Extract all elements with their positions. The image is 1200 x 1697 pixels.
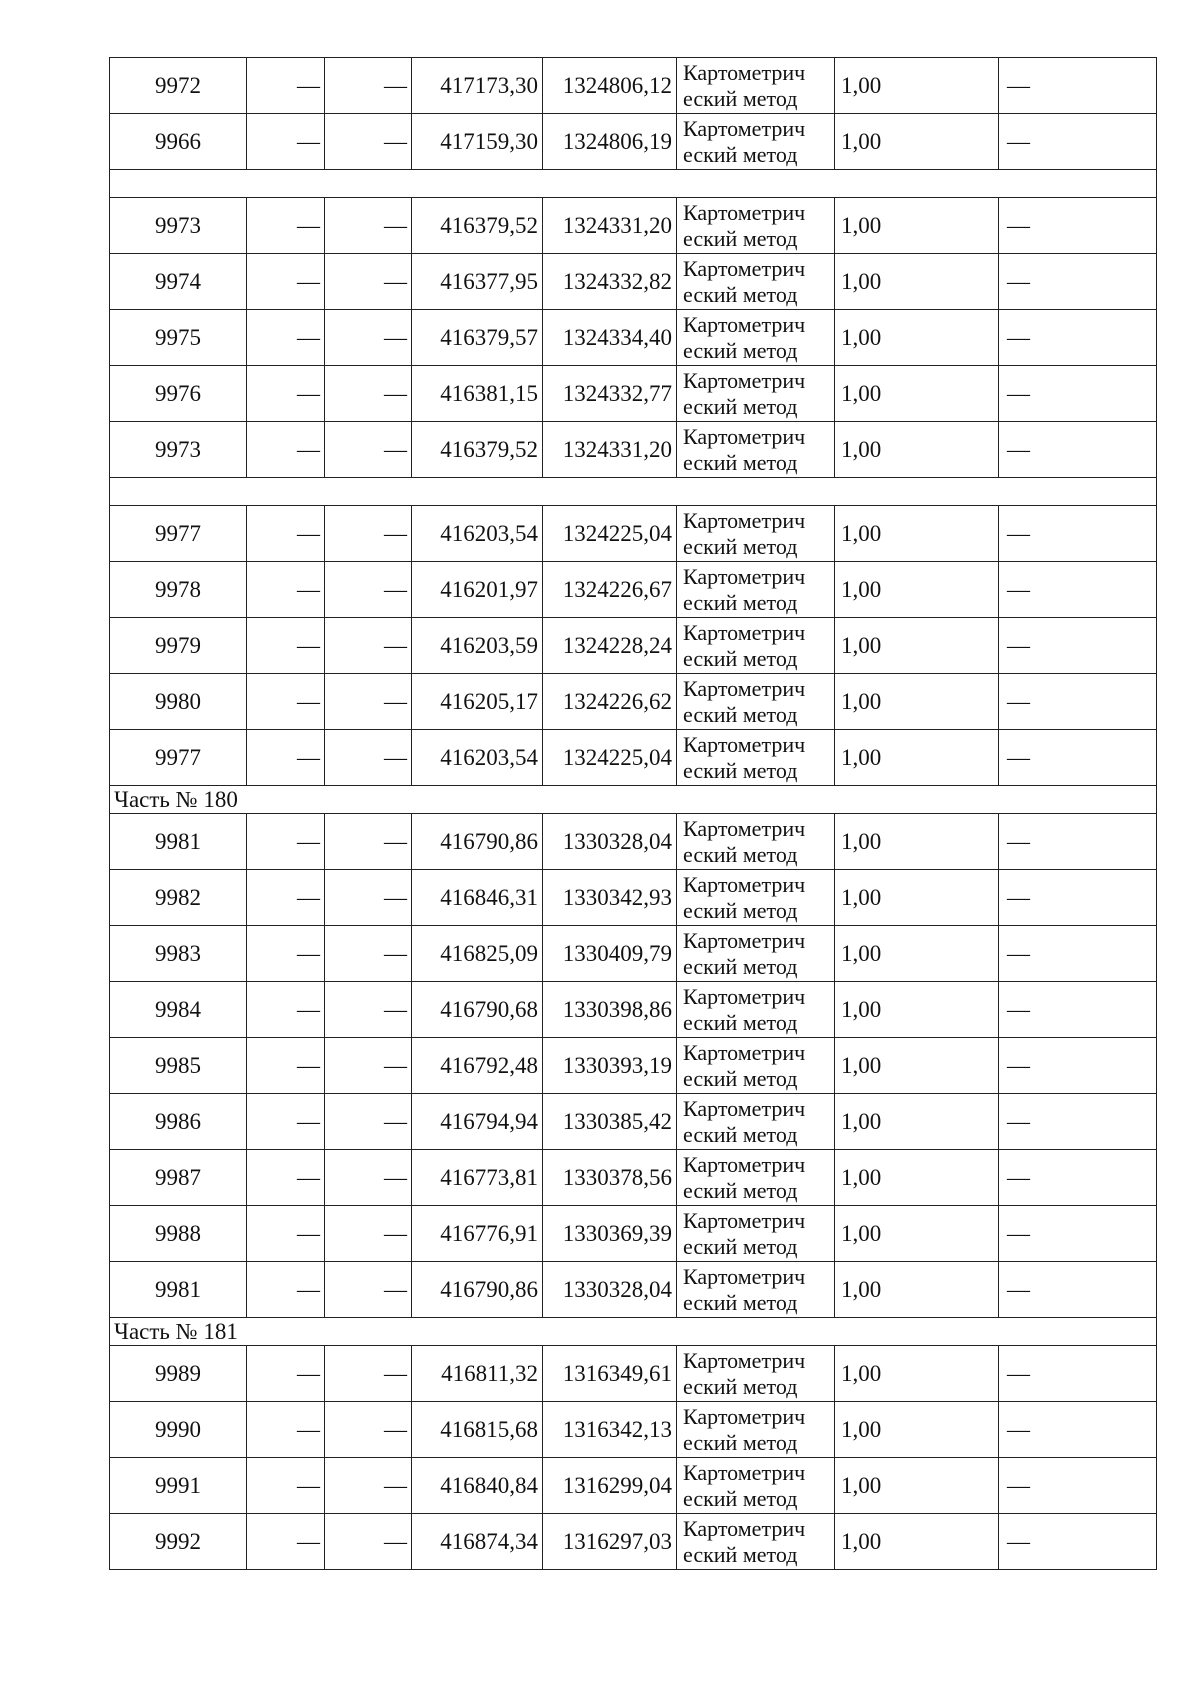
method-text-line1: Картометрич (683, 312, 806, 338)
part-heading-row (110, 1318, 1157, 1346)
point-number: 9991 (110, 1458, 247, 1514)
table-row (110, 926, 1157, 982)
empty-value: — (247, 366, 325, 422)
method-text-line1: Картометрич (683, 872, 806, 898)
empty-value: — (325, 198, 412, 254)
point-number: 9990 (110, 1402, 247, 1458)
table-row (110, 870, 1157, 926)
accuracy-value: 1,00 (835, 422, 999, 478)
point-number: 9973 (110, 422, 247, 478)
empty-value: — (247, 730, 325, 786)
empty-value: — (247, 58, 325, 114)
accuracy-value: 1,00 (835, 562, 999, 618)
coordinate-y: 1330409,79 (543, 926, 677, 982)
table-row (110, 310, 1157, 366)
method-text-line1: Картометрич (683, 676, 806, 702)
coordinate-x: 417159,30 (412, 114, 543, 170)
method-text-line2: еский метод (683, 393, 798, 419)
point-number: 9973 (110, 198, 247, 254)
accuracy-value: 1,00 (835, 618, 999, 674)
accuracy-value: 1,00 (835, 254, 999, 310)
coordinate-x: 416840,84 (412, 1458, 543, 1514)
coordinate-x: 416825,09 (412, 926, 543, 982)
method-cell (677, 1206, 835, 1262)
method-text-line1: Картометрич (683, 1096, 806, 1122)
coordinate-x: 416790,86 (412, 1262, 543, 1318)
empty-value: — (325, 506, 412, 562)
point-number: 9981 (110, 814, 247, 870)
point-number: 9976 (110, 366, 247, 422)
coordinate-x: 416815,68 (412, 1402, 543, 1458)
method-cell (677, 58, 835, 114)
coordinate-x: 416203,54 (412, 506, 543, 562)
method-text-line1: Картометрич (683, 564, 806, 590)
table-row (110, 506, 1157, 562)
coordinate-y: 1324228,24 (543, 618, 677, 674)
description-value: — (999, 1038, 1157, 1094)
coordinate-x: 416790,86 (412, 814, 543, 870)
method-text-line2: еский метод (683, 449, 798, 475)
point-number: 9975 (110, 310, 247, 366)
description-value: — (999, 1206, 1157, 1262)
accuracy-value: 1,00 (835, 982, 999, 1038)
table-row (110, 814, 1157, 870)
coordinate-y: 1324226,67 (543, 562, 677, 618)
description-value: — (999, 730, 1157, 786)
empty-value: — (247, 1150, 325, 1206)
table-row (110, 422, 1157, 478)
coordinate-x: 416846,31 (412, 870, 543, 926)
coordinate-x: 416379,52 (412, 198, 543, 254)
accuracy-value: 1,00 (835, 58, 999, 114)
method-text-line2: еский метод (683, 281, 798, 307)
empty-value: — (325, 730, 412, 786)
accuracy-value: 1,00 (835, 310, 999, 366)
part-heading-row (110, 786, 1157, 814)
empty-value: — (247, 1458, 325, 1514)
method-text-line2: еский метод (683, 701, 798, 727)
coordinate-y: 1324806,12 (543, 58, 677, 114)
accuracy-value: 1,00 (835, 730, 999, 786)
method-cell (677, 1094, 835, 1150)
method-text-line2: еский метод (683, 1541, 798, 1567)
method-text-line2: еский метод (683, 1177, 798, 1203)
coordinate-x: 416377,95 (412, 254, 543, 310)
method-text-line2: еский метод (683, 589, 798, 615)
table-row (110, 58, 1157, 114)
method-text-line2: еский метод (683, 897, 798, 923)
description-value: — (999, 506, 1157, 562)
coordinate-y: 1324334,40 (543, 310, 677, 366)
separator-cell (110, 170, 1157, 198)
coordinates-table-body (110, 58, 1157, 1570)
empty-value: — (325, 1458, 412, 1514)
method-text-line2: еский метод (683, 1373, 798, 1399)
method-text-line1: Картометрич (683, 816, 806, 842)
empty-value: — (247, 562, 325, 618)
point-number: 9979 (110, 618, 247, 674)
method-cell (677, 1346, 835, 1402)
method-cell (677, 1458, 835, 1514)
point-number: 9983 (110, 926, 247, 982)
table-row (110, 730, 1157, 786)
separator-cell (110, 478, 1157, 506)
method-text-line1: Картометрич (683, 368, 806, 394)
method-text-line1: Картометрич (683, 424, 806, 450)
coordinate-x: 416811,32 (412, 1346, 543, 1402)
accuracy-value: 1,00 (835, 814, 999, 870)
empty-value: — (247, 1346, 325, 1402)
method-cell (677, 982, 835, 1038)
method-text-line2: еский метод (683, 1429, 798, 1455)
description-value: — (999, 114, 1157, 170)
coordinate-y: 1324332,82 (543, 254, 677, 310)
coordinate-x: 416201,97 (412, 562, 543, 618)
coordinate-x: 417173,30 (412, 58, 543, 114)
table-row (110, 1346, 1157, 1402)
empty-value: — (325, 422, 412, 478)
empty-value: — (325, 254, 412, 310)
accuracy-value: 1,00 (835, 1514, 999, 1570)
method-text-line1: Картометрич (683, 620, 806, 646)
table-row (110, 254, 1157, 310)
description-value: — (999, 562, 1157, 618)
method-text-line2: еский метод (683, 841, 798, 867)
accuracy-value: 1,00 (835, 114, 999, 170)
part-heading: Часть № 180 (110, 786, 1157, 814)
accuracy-value: 1,00 (835, 198, 999, 254)
method-text-line1: Картометрич (683, 1404, 806, 1430)
accuracy-value: 1,00 (835, 1094, 999, 1150)
method-text-line1: Картометрич (683, 1208, 806, 1234)
method-text-line2: еский метод (683, 85, 798, 111)
empty-value: — (325, 1206, 412, 1262)
empty-value: — (325, 1262, 412, 1318)
description-value: — (999, 254, 1157, 310)
table-row (110, 1402, 1157, 1458)
empty-value: — (247, 114, 325, 170)
coordinate-y: 1330385,42 (543, 1094, 677, 1150)
empty-value: — (247, 1514, 325, 1570)
part-heading: Часть № 181 (110, 1318, 1157, 1346)
description-value: — (999, 310, 1157, 366)
description-value: — (999, 618, 1157, 674)
table-row (110, 198, 1157, 254)
accuracy-value: 1,00 (835, 366, 999, 422)
table-row (110, 1262, 1157, 1318)
coordinate-x: 416794,94 (412, 1094, 543, 1150)
separator-row (110, 170, 1157, 198)
coordinate-x: 416205,17 (412, 674, 543, 730)
separator-row (110, 478, 1157, 506)
empty-value: — (247, 814, 325, 870)
method-text-line1: Картометрич (683, 1460, 806, 1486)
empty-value: — (247, 198, 325, 254)
table-row (110, 114, 1157, 170)
method-text-line1: Картометрич (683, 1264, 806, 1290)
method-cell (677, 870, 835, 926)
coordinate-x: 416203,59 (412, 618, 543, 674)
coordinate-y: 1330378,56 (543, 1150, 677, 1206)
description-value: — (999, 1150, 1157, 1206)
description-value: — (999, 422, 1157, 478)
empty-value: — (247, 1262, 325, 1318)
method-text-line1: Картометрич (683, 60, 806, 86)
method-text-line1: Картометрич (683, 116, 806, 142)
accuracy-value: 1,00 (835, 1038, 999, 1094)
description-value: — (999, 1346, 1157, 1402)
accuracy-value: 1,00 (835, 1262, 999, 1318)
empty-value: — (247, 618, 325, 674)
method-cell (677, 1514, 835, 1570)
method-text-line2: еский метод (683, 1121, 798, 1147)
table-row (110, 1094, 1157, 1150)
description-value: — (999, 674, 1157, 730)
accuracy-value: 1,00 (835, 1206, 999, 1262)
description-value: — (999, 366, 1157, 422)
empty-value: — (247, 1206, 325, 1262)
coordinate-x: 416379,57 (412, 310, 543, 366)
empty-value: — (325, 562, 412, 618)
empty-value: — (325, 114, 412, 170)
accuracy-value: 1,00 (835, 1150, 999, 1206)
empty-value: — (247, 310, 325, 366)
empty-value: — (325, 1514, 412, 1570)
coordinate-y: 1330393,19 (543, 1038, 677, 1094)
empty-value: — (247, 422, 325, 478)
method-text-line1: Картометрич (683, 1516, 806, 1542)
coordinate-y: 1330342,93 (543, 870, 677, 926)
empty-value: — (247, 1094, 325, 1150)
table-row (110, 1514, 1157, 1570)
method-cell (677, 1262, 835, 1318)
point-number: 9986 (110, 1094, 247, 1150)
coordinate-y: 1330398,86 (543, 982, 677, 1038)
method-cell (677, 310, 835, 366)
empty-value: — (247, 1402, 325, 1458)
empty-value: — (325, 1346, 412, 1402)
coordinate-y: 1324332,77 (543, 366, 677, 422)
coordinate-x: 416792,48 (412, 1038, 543, 1094)
method-text-line1: Картометрич (683, 200, 806, 226)
coordinate-y: 1324225,04 (543, 730, 677, 786)
table-row (110, 1206, 1157, 1262)
method-text-line1: Картометрич (683, 256, 806, 282)
empty-value: — (325, 870, 412, 926)
empty-value: — (247, 982, 325, 1038)
table-row (110, 1038, 1157, 1094)
accuracy-value: 1,00 (835, 870, 999, 926)
description-value: — (999, 58, 1157, 114)
method-cell (677, 674, 835, 730)
method-text-line2: еский метод (683, 645, 798, 671)
method-cell (677, 114, 835, 170)
method-cell (677, 926, 835, 982)
method-cell (677, 1150, 835, 1206)
coordinate-x: 416776,91 (412, 1206, 543, 1262)
coordinate-y: 1324331,20 (543, 422, 677, 478)
point-number: 9977 (110, 506, 247, 562)
description-value: — (999, 1262, 1157, 1318)
method-cell (677, 506, 835, 562)
method-cell (677, 1038, 835, 1094)
empty-value: — (247, 870, 325, 926)
method-text-line2: еский метод (683, 1289, 798, 1315)
coordinate-y: 1316297,03 (543, 1514, 677, 1570)
method-text-line1: Картометрич (683, 508, 806, 534)
description-value: — (999, 1514, 1157, 1570)
method-text-line2: еский метод (683, 953, 798, 979)
coordinate-x: 416773,81 (412, 1150, 543, 1206)
coordinate-y: 1316299,04 (543, 1458, 677, 1514)
empty-value: — (325, 618, 412, 674)
coordinate-y: 1324331,20 (543, 198, 677, 254)
method-text-line2: еский метод (683, 337, 798, 363)
coordinate-y: 1324806,19 (543, 114, 677, 170)
coordinate-x: 416379,52 (412, 422, 543, 478)
coordinate-x: 416381,15 (412, 366, 543, 422)
point-number: 9980 (110, 674, 247, 730)
empty-value: — (247, 674, 325, 730)
empty-value: — (325, 982, 412, 1038)
coordinate-x: 416874,34 (412, 1514, 543, 1570)
empty-value: — (325, 926, 412, 982)
method-text-line2: еский метод (683, 1009, 798, 1035)
empty-value: — (247, 1038, 325, 1094)
empty-value: — (325, 1094, 412, 1150)
method-cell (677, 254, 835, 310)
empty-value: — (247, 926, 325, 982)
table-row (110, 562, 1157, 618)
empty-value: — (325, 1150, 412, 1206)
method-text-line1: Картометрич (683, 1040, 806, 1066)
empty-value: — (325, 310, 412, 366)
coordinate-y: 1316342,13 (543, 1402, 677, 1458)
coordinate-x: 416203,54 (412, 730, 543, 786)
coordinate-y: 1330328,04 (543, 1262, 677, 1318)
point-number: 9966 (110, 114, 247, 170)
point-number: 9988 (110, 1206, 247, 1262)
method-text-line1: Картометрич (683, 984, 806, 1010)
description-value: — (999, 926, 1157, 982)
coordinate-y: 1330369,39 (543, 1206, 677, 1262)
coordinate-x: 416790,68 (412, 982, 543, 1038)
method-text-line2: еский метод (683, 757, 798, 783)
coordinate-y: 1316349,61 (543, 1346, 677, 1402)
method-text-line1: Картометрич (683, 928, 806, 954)
description-value: — (999, 1458, 1157, 1514)
method-text-line2: еский метод (683, 533, 798, 559)
method-text-line2: еский метод (683, 141, 798, 167)
empty-value: — (325, 58, 412, 114)
point-number: 9992 (110, 1514, 247, 1570)
accuracy-value: 1,00 (835, 674, 999, 730)
empty-value: — (325, 674, 412, 730)
empty-value: — (325, 1402, 412, 1458)
table-row (110, 982, 1157, 1038)
accuracy-value: 1,00 (835, 1346, 999, 1402)
table-row (110, 1150, 1157, 1206)
point-number: 9985 (110, 1038, 247, 1094)
coordinate-y: 1324226,62 (543, 674, 677, 730)
empty-value: — (325, 814, 412, 870)
description-value: — (999, 982, 1157, 1038)
method-cell (677, 1402, 835, 1458)
accuracy-value: 1,00 (835, 926, 999, 982)
method-text-line1: Картометрич (683, 1348, 806, 1374)
coordinates-table (109, 57, 1157, 1570)
method-cell (677, 366, 835, 422)
point-number: 9989 (110, 1346, 247, 1402)
empty-value: — (325, 1038, 412, 1094)
method-text-line2: еский метод (683, 1065, 798, 1091)
accuracy-value: 1,00 (835, 1402, 999, 1458)
description-value: — (999, 1402, 1157, 1458)
method-cell (677, 814, 835, 870)
method-cell (677, 198, 835, 254)
method-cell (677, 730, 835, 786)
table-row (110, 674, 1157, 730)
description-value: — (999, 1094, 1157, 1150)
method-text-line1: Картометрич (683, 1152, 806, 1178)
method-text-line2: еский метод (683, 1485, 798, 1511)
table-row (110, 1458, 1157, 1514)
empty-value: — (247, 506, 325, 562)
point-number: 9972 (110, 58, 247, 114)
description-value: — (999, 198, 1157, 254)
method-cell (677, 618, 835, 674)
point-number: 9987 (110, 1150, 247, 1206)
empty-value: — (247, 254, 325, 310)
method-text-line2: еский метод (683, 225, 798, 251)
description-value: — (999, 814, 1157, 870)
point-number: 9981 (110, 1262, 247, 1318)
coordinate-y: 1324225,04 (543, 506, 677, 562)
empty-value: — (325, 366, 412, 422)
method-text-line2: еский метод (683, 1233, 798, 1259)
accuracy-value: 1,00 (835, 506, 999, 562)
point-number: 9974 (110, 254, 247, 310)
point-number: 9982 (110, 870, 247, 926)
table-row (110, 618, 1157, 674)
point-number: 9977 (110, 730, 247, 786)
method-cell (677, 562, 835, 618)
method-text-line1: Картометрич (683, 732, 806, 758)
coordinate-y: 1330328,04 (543, 814, 677, 870)
accuracy-value: 1,00 (835, 1458, 999, 1514)
method-cell (677, 422, 835, 478)
point-number: 9978 (110, 562, 247, 618)
description-value: — (999, 870, 1157, 926)
table-row (110, 366, 1157, 422)
point-number: 9984 (110, 982, 247, 1038)
